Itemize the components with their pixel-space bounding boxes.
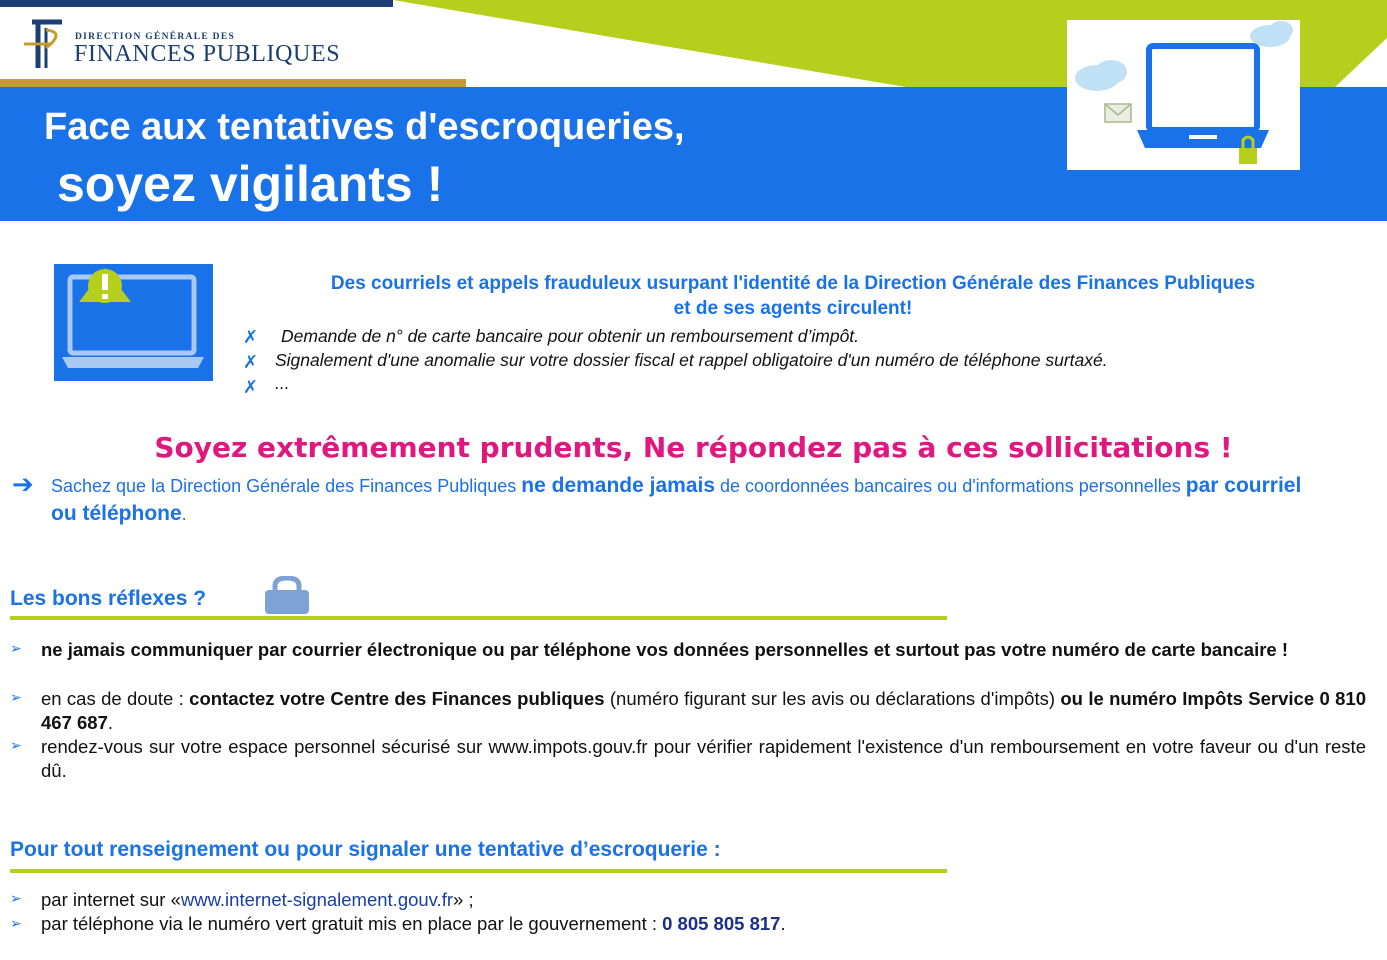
fraud-example-item: ... [275,373,290,393]
section-divider [10,869,947,873]
padlock-icon [263,576,311,616]
dgfip-notice-text: Sachez que la Direction Générale des Finances Publiques [51,476,522,496]
contact-item [41,912,1366,936]
laptop-cloud-icon [1067,20,1300,170]
section-divider [10,616,947,620]
gold-bar [0,79,466,87]
contact-item-text: par internet sur « [41,889,181,910]
reflexes-title: Les bons réflexes ? [10,587,207,610]
contact-item-text: . [780,913,786,934]
fraud-warning-heading [222,271,1364,321]
logo-emblem [22,18,70,70]
chevron-bullet-icon: ➢ [10,915,22,931]
dgfip-notice-text: . [181,504,187,524]
logo-subtitle: DIRECTION GÉNÉRALE DES [75,32,236,42]
fraud-warning-heading-line2: et de ses agents circulent! [673,298,913,319]
contact-title: Pour tout renseignement ou pour signaler une tentative d’escroquerie : [10,838,721,861]
reflex-item [41,638,1366,662]
warning-illustration [54,264,213,381]
contact-item-text: par téléphone via le numéro vert gratuit mis en place par le gouvernement : [41,913,663,934]
fraud-warning-heading-line1: Des courriels et appels frauduleux usurpant l'identité de la Direction Générale des Finances Publiques [330,273,1256,294]
reflex-item-text: (numéro figurant sur les avis ou déclarations d'impôts) [604,688,1061,709]
cross-bullet-icon: ✗ [243,327,259,347]
page-title-line2: soyez vigilants ! [57,156,444,212]
reflex-item-emphasis: ou le numéro Impôts Service 0 810 467 687 [41,688,1366,733]
arrow-right-icon: ➔ [12,469,34,499]
fraud-example-item: Demande de n° de carte bancaire pour obtenir un remboursement d’impôt. [281,326,860,346]
chevron-bullet-icon: ➢ [10,890,22,906]
signalement-link[interactable]: www.internet-signalement.gouv.fr [180,889,454,910]
chevron-bullet-icon: ➢ [10,737,22,753]
laptop-warning-icon [54,264,213,381]
dgfip-notice [51,472,1331,528]
chevron-bullet-icon: ➢ [10,689,22,705]
dgfip-notice-emphasis: par courriel ou téléphone [51,474,1302,525]
contact-item-text: » ; [453,889,474,910]
reflex-item-text: . [107,712,114,733]
reflex-item [41,687,1366,735]
cross-bullet-icon: ✗ [243,377,259,397]
cross-bullet-icon: ✗ [243,352,259,372]
toll-free-number: 0 805 805 817 [662,913,781,934]
reflex-item-emphasis: contactez votre Centre des Finances publiques [189,688,605,709]
dgfip-notice-text: de coordonnées bancaires ou d'informations personnelles [715,476,1186,496]
reflex-item-emphasis: ne jamais communiquer par courrier électronique ou par téléphone vos données personnelles et surtout pas votre numéro de carte bancaire ! [41,639,1289,660]
chevron-bullet-icon: ➢ [10,640,22,656]
hero-illustration [1067,20,1300,170]
prudence-headline: Soyez extrêmement prudents, Ne répondez pas à ces sollicitations ! [154,431,1233,464]
contact-item [41,888,1366,912]
dgfip-notice-emphasis: ne demande jamais [521,474,716,497]
fraud-example-item: Signalement d'une anomalie sur votre dossier fiscal et rappel obligatoire d'un numéro de téléphone surtaxé. [275,350,1108,370]
page-title-line1: Face aux tentatives d'escroqueries, [44,106,685,148]
reflex-item: rendez-vous sur votre espace personnel sécurisé sur www.impots.gouv.fr pour vérifier rapidement l'existence d'un remboursement en votre faveur ou d'un reste dû. [41,736,1366,781]
logo-title: FINANCES PUBLIQUES [74,41,341,67]
reflex-item-text: en cas de doute : [41,688,190,709]
